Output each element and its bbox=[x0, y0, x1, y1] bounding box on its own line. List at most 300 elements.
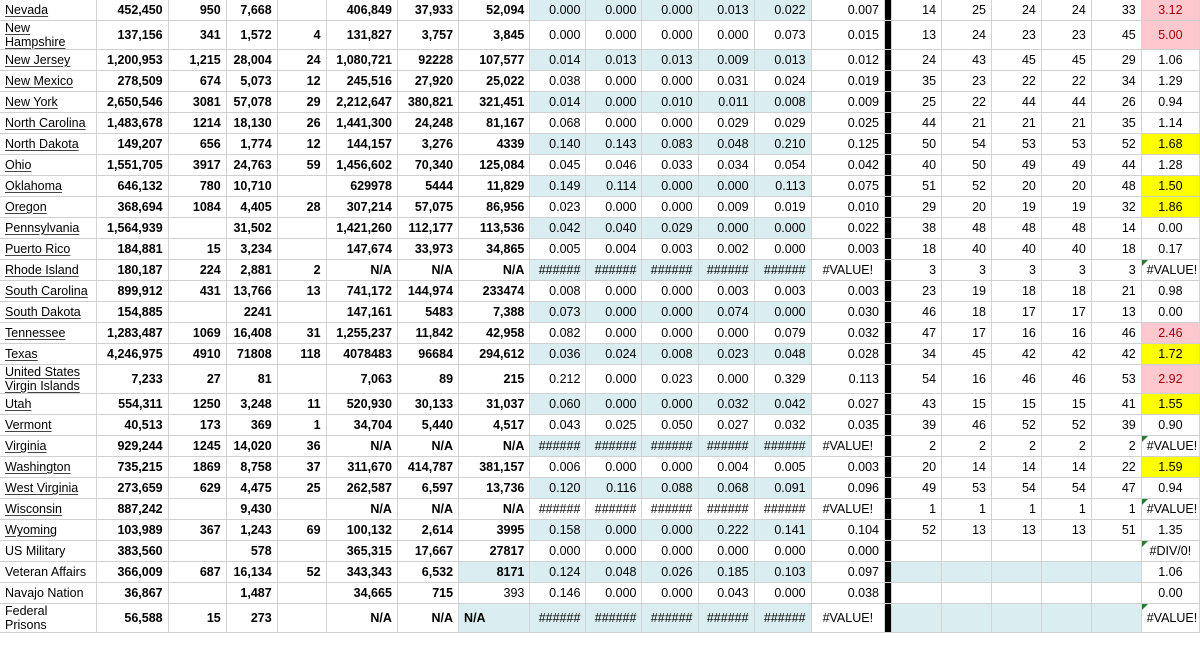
cell-rate-summary[interactable]: 0.096 bbox=[811, 478, 884, 499]
cell-rate-3[interactable]: 0.000 bbox=[642, 302, 698, 323]
cell-ratio-highlight[interactable]: 1.29 bbox=[1141, 71, 1199, 92]
cell-rank-3[interactable]: 45 bbox=[991, 50, 1041, 71]
cell-rank-4[interactable]: 53 bbox=[1041, 134, 1091, 155]
row-label-text[interactable]: New Hampshire bbox=[5, 21, 66, 49]
cell-rate-summary[interactable]: #VALUE! bbox=[811, 499, 884, 520]
cell-rank-5[interactable]: 3 bbox=[1091, 260, 1141, 281]
cell-rate-4[interactable]: 0.222 bbox=[698, 520, 754, 541]
cell-rank-1[interactable]: 14 bbox=[892, 0, 942, 21]
cell-rate-1[interactable]: 0.000 bbox=[530, 0, 586, 21]
cell-rate-summary[interactable]: 0.032 bbox=[811, 323, 884, 344]
cell-rate-3[interactable]: 0.083 bbox=[642, 134, 698, 155]
cell-metric-3[interactable]: 578 bbox=[226, 541, 277, 562]
cell-metric-1[interactable]: 36,867 bbox=[97, 583, 168, 604]
cell-metric-5[interactable]: 131,827 bbox=[326, 21, 397, 50]
table-row[interactable] bbox=[0, 239, 1200, 260]
cell-rate-3[interactable]: 0.000 bbox=[642, 21, 698, 50]
cell-rate-1[interactable]: 0.068 bbox=[530, 113, 586, 134]
cell-rank-1[interactable]: 40 bbox=[892, 155, 942, 176]
row-label-south-dakota[interactable] bbox=[0, 302, 97, 323]
cell-rank-4[interactable]: 40 bbox=[1041, 239, 1091, 260]
cell-rate-4[interactable]: ###### bbox=[698, 260, 754, 281]
cell-rate-3[interactable]: 0.003 bbox=[642, 239, 698, 260]
cell-rank-3[interactable]: 23 bbox=[991, 21, 1041, 50]
row-label-text[interactable]: South Carolina bbox=[5, 284, 88, 298]
cell-rank-5[interactable]: 52 bbox=[1091, 134, 1141, 155]
cell-metric-1[interactable]: 554,311 bbox=[97, 394, 168, 415]
cell-rate-4[interactable]: 0.003 bbox=[698, 281, 754, 302]
cell-metric-1[interactable]: 137,156 bbox=[97, 21, 168, 50]
table-row[interactable] bbox=[0, 92, 1200, 113]
cell-metric-4[interactable]: 69 bbox=[277, 520, 326, 541]
cell-rate-1[interactable]: 0.140 bbox=[530, 134, 586, 155]
cell-rate-3[interactable]: 0.000 bbox=[642, 323, 698, 344]
cell-rank-4[interactable]: 19 bbox=[1041, 197, 1091, 218]
cell-rate-4[interactable]: 0.185 bbox=[698, 562, 754, 583]
cell-metric-6[interactable]: N/A bbox=[397, 499, 458, 520]
cell-rank-1[interactable]: 23 bbox=[892, 281, 942, 302]
cell-rank-5[interactable]: 47 bbox=[1091, 478, 1141, 499]
cell-rate-5[interactable]: 0.091 bbox=[754, 478, 811, 499]
cell-metric-2[interactable]: 1069 bbox=[168, 323, 226, 344]
cell-rate-5[interactable]: 0.042 bbox=[754, 394, 811, 415]
cell-metric-6[interactable]: 5444 bbox=[397, 176, 458, 197]
table-row[interactable] bbox=[0, 415, 1200, 436]
table-row[interactable] bbox=[0, 21, 1200, 50]
cell-rate-2[interactable]: 0.000 bbox=[586, 323, 642, 344]
cell-metric-7[interactable]: 321,451 bbox=[459, 92, 530, 113]
cell-rank-3[interactable]: 16 bbox=[991, 323, 1041, 344]
cell-metric-1[interactable]: 278,509 bbox=[97, 71, 168, 92]
cell-rate-2[interactable]: 0.000 bbox=[586, 113, 642, 134]
cell-rank-1[interactable]: 24 bbox=[892, 50, 942, 71]
cell-metric-2[interactable] bbox=[168, 541, 226, 562]
cell-rate-summary[interactable]: 0.038 bbox=[811, 583, 884, 604]
cell-rate-summary[interactable]: #VALUE! bbox=[811, 604, 884, 633]
cell-metric-4[interactable] bbox=[277, 365, 326, 394]
cell-rank-3[interactable]: 20 bbox=[991, 176, 1041, 197]
cell-rank-1[interactable] bbox=[892, 604, 942, 633]
cell-rank-1[interactable]: 25 bbox=[892, 92, 942, 113]
cell-rate-2[interactable]: ###### bbox=[586, 436, 642, 457]
cell-metric-5[interactable]: 100,132 bbox=[326, 520, 397, 541]
cell-rank-3[interactable]: 1 bbox=[991, 499, 1041, 520]
row-label-new-hampshire[interactable] bbox=[0, 21, 97, 50]
cell-rank-5[interactable]: 32 bbox=[1091, 197, 1141, 218]
cell-metric-4[interactable]: 1 bbox=[277, 415, 326, 436]
cell-rate-5[interactable]: 0.000 bbox=[754, 239, 811, 260]
row-label-text[interactable]: Wisconsin bbox=[5, 502, 62, 516]
row-label-text[interactable]: Washington bbox=[5, 460, 71, 474]
cell-metric-7[interactable]: 3995 bbox=[459, 520, 530, 541]
cell-metric-5[interactable]: 7,063 bbox=[326, 365, 397, 394]
table-row[interactable] bbox=[0, 50, 1200, 71]
cell-metric-3[interactable]: 273 bbox=[226, 604, 277, 633]
cell-rate-5[interactable]: 0.029 bbox=[754, 113, 811, 134]
cell-metric-6[interactable]: N/A bbox=[397, 260, 458, 281]
cell-ratio-highlight[interactable]: 1.50 bbox=[1141, 176, 1199, 197]
cell-rank-2[interactable]: 52 bbox=[942, 176, 992, 197]
cell-metric-1[interactable]: 735,215 bbox=[97, 457, 168, 478]
cell-metric-3[interactable]: 9,430 bbox=[226, 499, 277, 520]
row-label-puerto-rico[interactable] bbox=[0, 239, 97, 260]
table-row[interactable] bbox=[0, 583, 1200, 604]
cell-metric-3[interactable]: 1,487 bbox=[226, 583, 277, 604]
cell-rate-4[interactable]: 0.043 bbox=[698, 583, 754, 604]
cell-metric-2[interactable]: 4910 bbox=[168, 344, 226, 365]
cell-rank-3[interactable]: 3 bbox=[991, 260, 1041, 281]
cell-metric-4[interactable]: 36 bbox=[277, 436, 326, 457]
cell-rank-5[interactable]: 44 bbox=[1091, 155, 1141, 176]
cell-rate-5[interactable]: 0.103 bbox=[754, 562, 811, 583]
cell-metric-5[interactable]: 1,456,602 bbox=[326, 155, 397, 176]
cell-metric-7[interactable]: 86,956 bbox=[459, 197, 530, 218]
cell-rank-5[interactable] bbox=[1091, 583, 1141, 604]
cell-rank-1[interactable]: 39 bbox=[892, 415, 942, 436]
cell-rate-4[interactable]: 0.000 bbox=[698, 218, 754, 239]
cell-metric-4[interactable] bbox=[277, 583, 326, 604]
cell-rank-4[interactable]: 1 bbox=[1041, 499, 1091, 520]
cell-rate-5[interactable]: 0.073 bbox=[754, 21, 811, 50]
cell-metric-5[interactable]: N/A bbox=[326, 604, 397, 633]
cell-metric-6[interactable]: 144,974 bbox=[397, 281, 458, 302]
cell-rate-2[interactable]: 0.000 bbox=[586, 0, 642, 21]
cell-rank-4[interactable] bbox=[1041, 562, 1091, 583]
cell-metric-2[interactable]: 780 bbox=[168, 176, 226, 197]
cell-rank-2[interactable]: 17 bbox=[942, 323, 992, 344]
cell-metric-4[interactable]: 12 bbox=[277, 134, 326, 155]
cell-rank-5[interactable]: 42 bbox=[1091, 344, 1141, 365]
cell-metric-4[interactable]: 29 bbox=[277, 92, 326, 113]
cell-metric-3[interactable]: 369 bbox=[226, 415, 277, 436]
cell-rate-summary[interactable]: #VALUE! bbox=[811, 260, 884, 281]
cell-rank-3[interactable]: 46 bbox=[991, 365, 1041, 394]
cell-ratio-highlight[interactable]: 0.94 bbox=[1141, 92, 1199, 113]
table-row[interactable] bbox=[0, 520, 1200, 541]
cell-metric-6[interactable]: 3,757 bbox=[397, 21, 458, 50]
cell-rank-3[interactable]: 2 bbox=[991, 436, 1041, 457]
cell-metric-4[interactable] bbox=[277, 239, 326, 260]
cell-rank-4[interactable]: 20 bbox=[1041, 176, 1091, 197]
cell-metric-2[interactable]: 1084 bbox=[168, 197, 226, 218]
row-label-utah[interactable] bbox=[0, 394, 97, 415]
cell-rate-2[interactable]: 0.000 bbox=[586, 197, 642, 218]
cell-rank-1[interactable]: 43 bbox=[892, 394, 942, 415]
cell-metric-6[interactable]: 5483 bbox=[397, 302, 458, 323]
cell-rate-2[interactable]: ###### bbox=[586, 499, 642, 520]
cell-metric-1[interactable]: 1,200,953 bbox=[97, 50, 168, 71]
cell-rank-3[interactable]: 19 bbox=[991, 197, 1041, 218]
table-row[interactable] bbox=[0, 302, 1200, 323]
cell-rate-4[interactable]: 0.074 bbox=[698, 302, 754, 323]
cell-metric-3[interactable]: 4,475 bbox=[226, 478, 277, 499]
cell-rank-3[interactable]: 21 bbox=[991, 113, 1041, 134]
row-label-text[interactable]: New Jersey bbox=[5, 53, 71, 67]
cell-metric-1[interactable]: 4,246,975 bbox=[97, 344, 168, 365]
cell-rate-3[interactable]: 0.000 bbox=[642, 197, 698, 218]
cell-metric-7[interactable]: 381,157 bbox=[459, 457, 530, 478]
cell-rate-1[interactable]: 0.023 bbox=[530, 197, 586, 218]
cell-rank-5[interactable] bbox=[1091, 562, 1141, 583]
cell-rank-5[interactable]: 2 bbox=[1091, 436, 1141, 457]
cell-rank-2[interactable]: 15 bbox=[942, 394, 992, 415]
cell-metric-4[interactable]: 28 bbox=[277, 197, 326, 218]
cell-rate-2[interactable]: 0.000 bbox=[586, 457, 642, 478]
cell-rate-2[interactable]: 0.000 bbox=[586, 21, 642, 50]
cell-metric-6[interactable]: 89 bbox=[397, 365, 458, 394]
cell-rate-4[interactable]: 0.011 bbox=[698, 92, 754, 113]
cell-rank-3[interactable] bbox=[991, 562, 1041, 583]
cell-rate-4[interactable]: 0.000 bbox=[698, 323, 754, 344]
table-row[interactable] bbox=[0, 499, 1200, 520]
cell-metric-7[interactable]: 113,536 bbox=[459, 218, 530, 239]
row-label-text[interactable]: Nevada bbox=[5, 3, 49, 17]
cell-metric-3[interactable]: 16,408 bbox=[226, 323, 277, 344]
table-row[interactable] bbox=[0, 562, 1200, 583]
row-label-text[interactable]: Texas bbox=[5, 347, 38, 361]
cell-ratio-highlight[interactable]: 1.86 bbox=[1141, 197, 1199, 218]
cell-metric-5[interactable]: 343,343 bbox=[326, 562, 397, 583]
cell-metric-2[interactable]: 27 bbox=[168, 365, 226, 394]
cell-rate-1[interactable]: 0.158 bbox=[530, 520, 586, 541]
table-row[interactable] bbox=[0, 260, 1200, 281]
cell-rank-3[interactable]: 24 bbox=[991, 0, 1041, 21]
table-row[interactable] bbox=[0, 197, 1200, 218]
cell-rate-5[interactable]: 0.000 bbox=[754, 583, 811, 604]
cell-rank-5[interactable]: 46 bbox=[1091, 323, 1141, 344]
cell-metric-1[interactable]: 103,989 bbox=[97, 520, 168, 541]
cell-metric-7[interactable]: 393 bbox=[459, 583, 530, 604]
cell-rate-4[interactable]: 0.000 bbox=[698, 21, 754, 50]
row-label-nevada[interactable] bbox=[0, 0, 97, 21]
cell-rate-summary[interactable]: 0.007 bbox=[811, 0, 884, 21]
cell-rank-1[interactable]: 46 bbox=[892, 302, 942, 323]
row-label-oklahoma[interactable] bbox=[0, 176, 97, 197]
cell-rate-5[interactable]: 0.003 bbox=[754, 281, 811, 302]
cell-rate-2[interactable]: ###### bbox=[586, 604, 642, 633]
cell-metric-2[interactable]: 1214 bbox=[168, 113, 226, 134]
cell-rank-3[interactable]: 52 bbox=[991, 415, 1041, 436]
cell-metric-7[interactable]: N/A bbox=[459, 499, 530, 520]
cell-metric-1[interactable]: 1,483,678 bbox=[97, 113, 168, 134]
cell-ratio-highlight[interactable]: 1.06 bbox=[1141, 50, 1199, 71]
cell-rank-2[interactable]: 22 bbox=[942, 92, 992, 113]
cell-metric-3[interactable]: 10,710 bbox=[226, 176, 277, 197]
cell-metric-7[interactable]: 7,388 bbox=[459, 302, 530, 323]
cell-metric-2[interactable] bbox=[168, 499, 226, 520]
cell-rate-4[interactable]: 0.000 bbox=[698, 176, 754, 197]
cell-metric-3[interactable]: 57,078 bbox=[226, 92, 277, 113]
cell-rate-3[interactable]: ###### bbox=[642, 604, 698, 633]
row-label-west-virginia[interactable] bbox=[0, 478, 97, 499]
cell-rank-5[interactable]: 33 bbox=[1091, 0, 1141, 21]
cell-metric-5[interactable]: 365,315 bbox=[326, 541, 397, 562]
cell-ratio-highlight[interactable]: 0.17 bbox=[1141, 239, 1199, 260]
cell-rate-4[interactable]: 0.000 bbox=[698, 541, 754, 562]
cell-ratio-highlight[interactable]: 1.28 bbox=[1141, 155, 1199, 176]
cell-rate-3[interactable]: 0.000 bbox=[642, 457, 698, 478]
cell-metric-7[interactable]: N/A bbox=[459, 260, 530, 281]
cell-rate-5[interactable]: ###### bbox=[754, 260, 811, 281]
cell-rate-5[interactable]: 0.210 bbox=[754, 134, 811, 155]
cell-rate-4[interactable]: 0.068 bbox=[698, 478, 754, 499]
cell-rate-5[interactable]: 0.013 bbox=[754, 50, 811, 71]
cell-rate-1[interactable]: 0.042 bbox=[530, 218, 586, 239]
cell-metric-4[interactable]: 52 bbox=[277, 562, 326, 583]
cell-metric-1[interactable]: 366,009 bbox=[97, 562, 168, 583]
cell-rate-1[interactable]: ###### bbox=[530, 499, 586, 520]
row-label-virginia[interactable] bbox=[0, 436, 97, 457]
row-label-tennessee[interactable] bbox=[0, 323, 97, 344]
cell-rank-1[interactable]: 2 bbox=[892, 436, 942, 457]
cell-metric-1[interactable]: 383,560 bbox=[97, 541, 168, 562]
cell-ratio-highlight[interactable]: #VALUE! bbox=[1141, 499, 1199, 520]
cell-rate-5[interactable]: 0.032 bbox=[754, 415, 811, 436]
cell-metric-2[interactable]: 687 bbox=[168, 562, 226, 583]
cell-rank-1[interactable]: 50 bbox=[892, 134, 942, 155]
cell-metric-6[interactable]: 37,933 bbox=[397, 0, 458, 21]
cell-rate-5[interactable]: 0.000 bbox=[754, 302, 811, 323]
cell-ratio-highlight[interactable]: 3.12 bbox=[1141, 0, 1199, 21]
cell-metric-7[interactable]: 215 bbox=[459, 365, 530, 394]
cell-rate-3[interactable]: 0.000 bbox=[642, 394, 698, 415]
table-row[interactable] bbox=[0, 436, 1200, 457]
cell-metric-2[interactable]: 431 bbox=[168, 281, 226, 302]
cell-rate-summary[interactable]: 0.075 bbox=[811, 176, 884, 197]
cell-ratio-highlight[interactable]: #VALUE! bbox=[1141, 260, 1199, 281]
row-label-south-carolina[interactable] bbox=[0, 281, 97, 302]
cell-rank-5[interactable]: 22 bbox=[1091, 457, 1141, 478]
row-label-text[interactable]: Virginia bbox=[5, 439, 47, 453]
cell-rank-4[interactable] bbox=[1041, 604, 1091, 633]
cell-rate-4[interactable]: 0.009 bbox=[698, 197, 754, 218]
cell-rate-2[interactable]: 0.000 bbox=[586, 394, 642, 415]
cell-rank-4[interactable] bbox=[1041, 541, 1091, 562]
cell-rate-2[interactable]: 0.000 bbox=[586, 541, 642, 562]
cell-metric-6[interactable]: 57,075 bbox=[397, 197, 458, 218]
cell-ratio-highlight[interactable]: 0.94 bbox=[1141, 478, 1199, 499]
cell-rate-2[interactable]: 0.046 bbox=[586, 155, 642, 176]
cell-rank-3[interactable]: 18 bbox=[991, 281, 1041, 302]
cell-rate-5[interactable]: 0.000 bbox=[754, 541, 811, 562]
row-label-text[interactable]: Oregon bbox=[5, 200, 47, 214]
cell-rate-3[interactable]: 0.023 bbox=[642, 365, 698, 394]
cell-rate-summary[interactable]: 0.104 bbox=[811, 520, 884, 541]
cell-metric-2[interactable]: 1250 bbox=[168, 394, 226, 415]
cell-rate-summary[interactable]: 0.009 bbox=[811, 92, 884, 113]
cell-rank-3[interactable]: 53 bbox=[991, 134, 1041, 155]
cell-rate-4[interactable]: 0.023 bbox=[698, 344, 754, 365]
cell-rate-1[interactable]: 0.045 bbox=[530, 155, 586, 176]
cell-metric-5[interactable]: 741,172 bbox=[326, 281, 397, 302]
cell-ratio-highlight[interactable]: #VALUE! bbox=[1141, 604, 1199, 633]
cell-rate-4[interactable]: 0.013 bbox=[698, 0, 754, 21]
cell-metric-4[interactable]: 11 bbox=[277, 394, 326, 415]
cell-metric-6[interactable]: 92228 bbox=[397, 50, 458, 71]
cell-rate-5[interactable]: 0.022 bbox=[754, 0, 811, 21]
cell-rank-1[interactable]: 51 bbox=[892, 176, 942, 197]
cell-metric-2[interactable] bbox=[168, 218, 226, 239]
cell-rate-2[interactable]: 0.114 bbox=[586, 176, 642, 197]
cell-metric-5[interactable]: 4078483 bbox=[326, 344, 397, 365]
cell-ratio-highlight[interactable]: #DIV/0! bbox=[1141, 541, 1199, 562]
cell-rank-4[interactable]: 49 bbox=[1041, 155, 1091, 176]
cell-metric-7[interactable]: 34,865 bbox=[459, 239, 530, 260]
row-label-oregon[interactable] bbox=[0, 197, 97, 218]
cell-metric-7[interactable]: N/A bbox=[459, 436, 530, 457]
table-row[interactable] bbox=[0, 478, 1200, 499]
cell-rank-2[interactable]: 40 bbox=[942, 239, 992, 260]
row-label-north-carolina[interactable] bbox=[0, 113, 97, 134]
cell-rank-3[interactable]: 13 bbox=[991, 520, 1041, 541]
cell-metric-7[interactable]: 11,829 bbox=[459, 176, 530, 197]
cell-rank-2[interactable] bbox=[942, 583, 992, 604]
cell-metric-6[interactable]: 5,440 bbox=[397, 415, 458, 436]
cell-rate-2[interactable]: 0.000 bbox=[586, 583, 642, 604]
cell-metric-6[interactable]: 70,340 bbox=[397, 155, 458, 176]
cell-rate-4[interactable]: 0.027 bbox=[698, 415, 754, 436]
cell-rate-summary[interactable]: 0.125 bbox=[811, 134, 884, 155]
cell-rate-1[interactable]: ###### bbox=[530, 260, 586, 281]
cell-rank-1[interactable]: 52 bbox=[892, 520, 942, 541]
cell-metric-7[interactable]: 4,517 bbox=[459, 415, 530, 436]
cell-rate-3[interactable]: 0.000 bbox=[642, 541, 698, 562]
cell-rank-2[interactable]: 54 bbox=[942, 134, 992, 155]
cell-metric-4[interactable]: 25 bbox=[277, 478, 326, 499]
cell-rank-1[interactable]: 29 bbox=[892, 197, 942, 218]
cell-rate-3[interactable]: 0.008 bbox=[642, 344, 698, 365]
cell-rank-2[interactable] bbox=[942, 541, 992, 562]
cell-rate-3[interactable]: 0.013 bbox=[642, 50, 698, 71]
cell-metric-4[interactable]: 4 bbox=[277, 21, 326, 50]
cell-rate-3[interactable]: 0.000 bbox=[642, 0, 698, 21]
cell-rate-5[interactable]: 0.141 bbox=[754, 520, 811, 541]
cell-metric-5[interactable]: 34,704 bbox=[326, 415, 397, 436]
cell-rate-4[interactable]: 0.034 bbox=[698, 155, 754, 176]
cell-rate-1[interactable]: 0.014 bbox=[530, 50, 586, 71]
cell-rank-3[interactable] bbox=[991, 604, 1041, 633]
cell-metric-7[interactable]: 52,094 bbox=[459, 0, 530, 21]
cell-metric-7[interactable]: 4339 bbox=[459, 134, 530, 155]
cell-metric-7[interactable]: 107,577 bbox=[459, 50, 530, 71]
cell-rate-summary[interactable]: 0.003 bbox=[811, 239, 884, 260]
cell-metric-5[interactable]: 311,670 bbox=[326, 457, 397, 478]
cell-metric-4[interactable]: 13 bbox=[277, 281, 326, 302]
row-label-navajo-nation[interactable] bbox=[0, 583, 97, 604]
row-label-text[interactable]: Ohio bbox=[5, 158, 32, 172]
cell-metric-7[interactable]: 294,612 bbox=[459, 344, 530, 365]
cell-metric-3[interactable]: 16,134 bbox=[226, 562, 277, 583]
cell-rate-5[interactable]: 0.005 bbox=[754, 457, 811, 478]
cell-rate-2[interactable]: 0.116 bbox=[586, 478, 642, 499]
cell-metric-7[interactable]: N/A bbox=[459, 604, 530, 633]
cell-rank-1[interactable]: 35 bbox=[892, 71, 942, 92]
row-label-ohio[interactable] bbox=[0, 155, 97, 176]
cell-rate-1[interactable]: 0.036 bbox=[530, 344, 586, 365]
cell-rate-1[interactable]: ###### bbox=[530, 604, 586, 633]
cell-rank-3[interactable]: 40 bbox=[991, 239, 1041, 260]
cell-ratio-highlight[interactable]: 1.35 bbox=[1141, 520, 1199, 541]
cell-rank-2[interactable]: 19 bbox=[942, 281, 992, 302]
cell-metric-5[interactable]: 1,080,721 bbox=[326, 50, 397, 71]
table-row[interactable] bbox=[0, 541, 1200, 562]
cell-metric-7[interactable]: 25,022 bbox=[459, 71, 530, 92]
cell-metric-2[interactable]: 3917 bbox=[168, 155, 226, 176]
cell-metric-1[interactable]: 1,551,705 bbox=[97, 155, 168, 176]
cell-rate-2[interactable]: 0.013 bbox=[586, 50, 642, 71]
cell-metric-4[interactable]: 37 bbox=[277, 457, 326, 478]
cell-rate-5[interactable]: ###### bbox=[754, 499, 811, 520]
